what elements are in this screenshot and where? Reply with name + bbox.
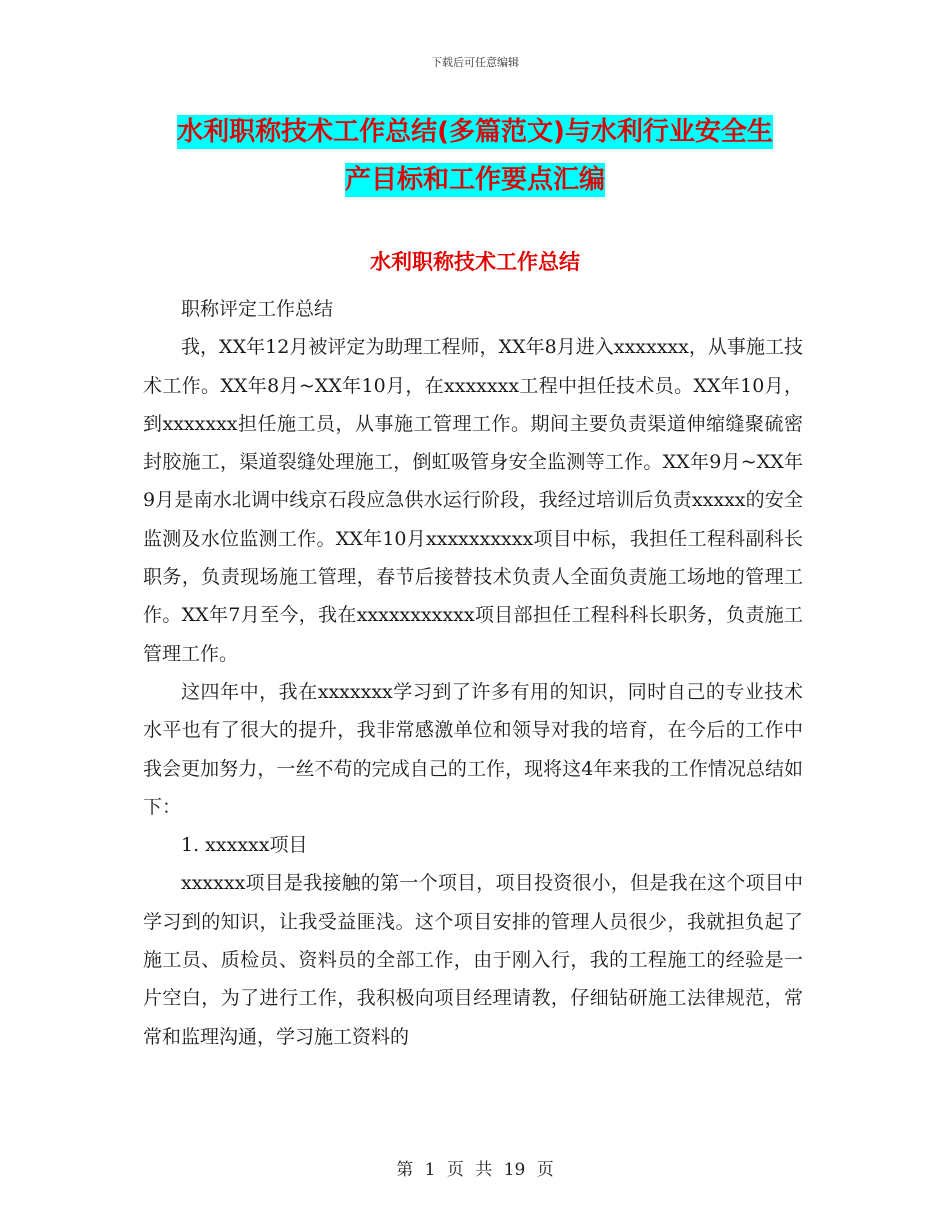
paragraph-summary-intro: 这四年中，我在xxxxxxx学习到了许多有用的知识，同时自己的专业技术水平也有了很大的提升，我非常感激单位和领导对我的培育，在今后的工作中我会更加努力，一丝不苟的完成自己的工作，现将这4年来我的工作情况总结如下：	[143, 680, 803, 818]
paragraph-subtitle: 职称评定工作总结	[181, 298, 334, 320]
section-title: 水利职称技术工作总结	[370, 250, 580, 274]
header-note: 下载后可任意编辑	[431, 56, 519, 69]
paragraph-item-heading: 1. xxxxxx项目	[181, 834, 308, 857]
document-title-line-2: 产目标和工作要点汇编	[344, 165, 605, 195]
document-title-line-1: 水利职称技术工作总结(多篇范文)与水利行业安全生	[177, 117, 773, 147]
document-body	[143, 290, 803, 1056]
page-footer: 第 1 页 共 19 页	[396, 1160, 554, 1180]
paragraph-career: 我，XX年12月被评定为助理工程师，XX年8月进入xxxxxxx，从事施工技术工作。XX年8月~XX年10月，在xxxxxxx工程中担任技术员。XX年10月，到xxxxxxx担任施工员，从事施工管理工作。期间主要负责渠道伸缩缝聚硫密封胶施工，渠道裂缝处理施工，倒虹吸管身安全监测等工作。XX年9月~XX年9月是南水北调中线京石段应急供水运行阶段，我经过培训后负责xxxxx的安全监测及水位监测工作。XX年10月xxxxxxxxxx项目中标，我担任工程科副科长职务，负责现场施工管理，春节后接替技术负责人全面负责施工场地的管理工作。XX年7月至今，我在xxxxxxxxxxx项目部担任工程科科长职务，负责施工管理工作。	[143, 336, 803, 665]
paragraph-project-detail: xxxxxx项目是我接触的第一个项目，项目投资很小，但是我在这个项目中学习到的知识，让我受益匪浅。这个项目安排的管理人员很少，我就担负起了施工员、质检员、资料员的全部工作，由于刚入行，我的工程施工的经验是一片空白，为了进行工作，我积极向项目经理请教，仔细钻研施工法律规范，常常和监理沟通，学习施工资料的	[143, 872, 803, 1048]
document-title	[150, 108, 800, 204]
